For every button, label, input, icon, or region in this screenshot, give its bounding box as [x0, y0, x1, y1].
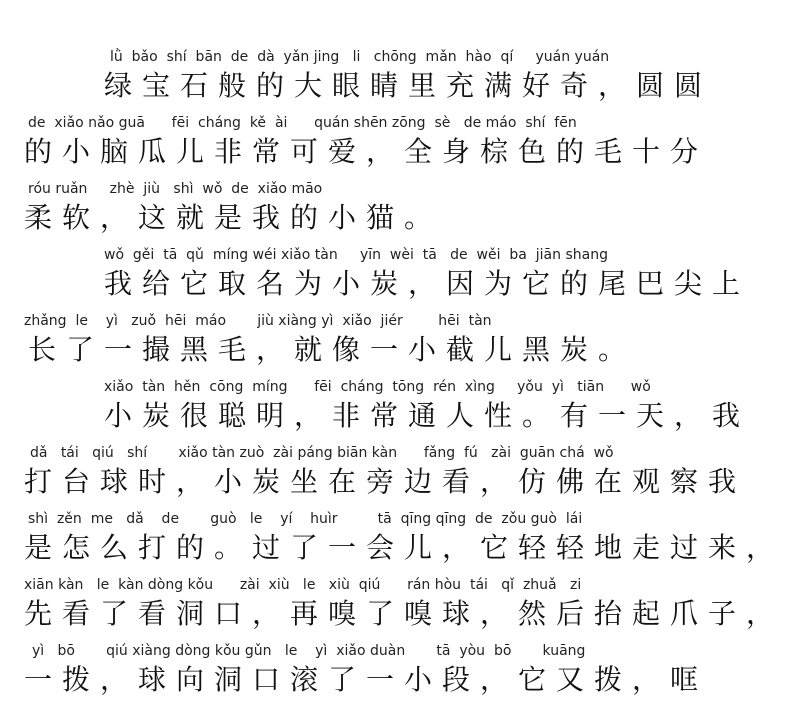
pinyin-line: xiǎo tàn hěn cōng míng fēi cháng tōng rén xìng yǒu yì tiān wǒ — [104, 379, 651, 395]
pinyin-line: de xiǎo nǎo guā fēi cháng kě ài quán shēn zōng sè de máo shí fēn — [28, 115, 577, 131]
text-line — [0, 246, 798, 312]
hanzi-line: 一拨，球向洞口滚了一小段，它又拨，哐 — [24, 663, 709, 696]
hanzi-line: 柔软，这就是我的小猫。 — [24, 201, 443, 234]
hanzi-line: 先看了看洞口，再嗅了嗅球，然后抬起爪子， — [24, 597, 785, 630]
pinyin-line: xiān kàn le kàn dòng kǒu zài xiù le xiù qiú rán hòu tái qǐ zhuǎ zi — [24, 577, 582, 593]
hanzi-line: 长了一撮黑毛，就像一小截儿黑炭。 — [28, 333, 637, 366]
pinyin-line: dǎ tái qiú shí xiǎo tàn zuò zài páng biān kàn fǎng fú zài guān chá wǒ — [30, 445, 614, 461]
text-line — [0, 444, 798, 510]
pinyin-line: zhǎng le yì zuǒ hēi máo jiù xiàng yì xiǎo jiér hēi tàn — [24, 313, 492, 329]
text-line — [0, 312, 798, 378]
pinyin-line: shì zěn me dǎ de guò le yí huìr tā qīng qīng de zǒu guò lái — [28, 511, 583, 527]
text-line — [0, 576, 798, 642]
pinyin-line: róu ruǎn zhè jiù shì wǒ de xiǎo māo — [28, 181, 323, 197]
hanzi-line: 的小脑瓜儿非常可爱，全身棕色的毛十分 — [24, 135, 709, 168]
text-line — [0, 114, 798, 180]
pinyin-line: yì bō qiú xiàng dòng kǒu gǔn le yì xiǎo duàn tā yòu bō kuāng — [32, 643, 586, 659]
text-line — [0, 510, 798, 576]
hanzi-line: 小炭很聪明，非常通人性。有一天，我 — [104, 399, 751, 432]
pinyin-line: lǜ bǎo shí bān de dà yǎn jing li chōng mǎn hào qí yuán yuán — [110, 49, 610, 65]
text-line — [0, 642, 798, 708]
text-line — [0, 48, 798, 114]
hanzi-line: 我给它取名为小炭，因为它的尾巴尖上 — [104, 267, 751, 300]
hanzi-line: 打台球时，小炭坐在旁边看，仿佛在观察我 — [24, 465, 747, 498]
text-line — [0, 180, 798, 246]
hanzi-line: 是怎么打的。过了一会儿，它轻轻地走过来， — [24, 531, 785, 564]
pinyin-line: wǒ gěi tā qǔ míng wéi xiǎo tàn yīn wèi tā de wěi ba jiān shang — [104, 247, 608, 263]
text-line — [0, 378, 798, 444]
hanzi-line: 绿宝石般的大眼睛里充满好奇，圆圆 — [104, 69, 713, 102]
